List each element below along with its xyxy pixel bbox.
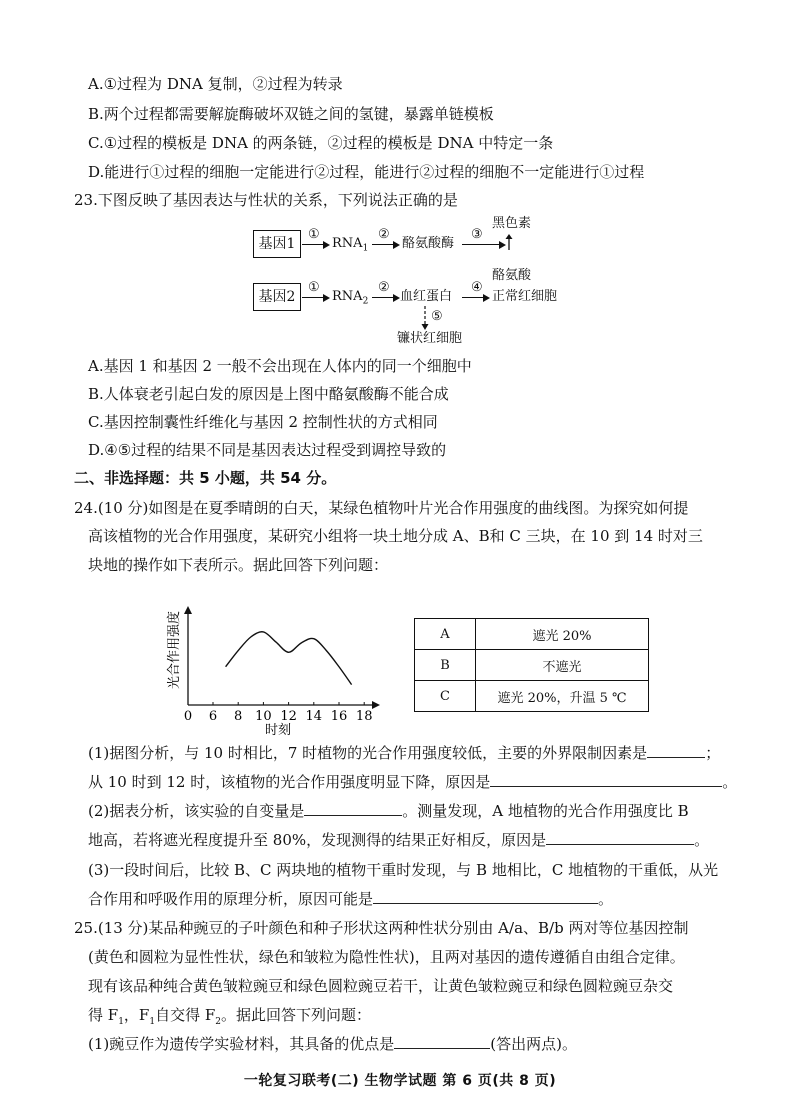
tyrosine-label: 酪氨酸 bbox=[492, 268, 532, 283]
answer-blank[interactable] bbox=[304, 801, 402, 816]
x-tick-label: 14 bbox=[305, 709, 323, 724]
section-heading: 二、非选择题：共 5 小题，共 54 分。 bbox=[74, 469, 337, 487]
rna1-label: $RNA_1$ bbox=[332, 236, 369, 254]
x-tick-label: 16 bbox=[330, 709, 348, 724]
sickle-rbc-label: 镰状红细胞 bbox=[397, 331, 463, 346]
arrow-rna2-hemoglobin bbox=[372, 297, 398, 298]
dashed-arrow-down-icon bbox=[421, 306, 429, 330]
operation-cell: 不遮光 bbox=[476, 650, 649, 681]
table-row bbox=[415, 619, 649, 650]
q25-line3: 现有该品种纯合黄色皱粒豌豆和绿色圆粒豌豆若干，让黄色皱粒豌豆和绿色圆粒豌豆杂交 bbox=[88, 977, 674, 995]
answer-blank[interactable] bbox=[394, 1034, 490, 1049]
table-row bbox=[415, 681, 649, 712]
gene2-box: 基因2 bbox=[253, 283, 301, 311]
melanin-label: 黑色素 bbox=[492, 216, 532, 231]
x-tick-label: 12 bbox=[280, 709, 297, 724]
q24-stem-line1: 24.(10 分)如图是在夏季晴朗的白天，某绿色植物叶片光合作用强度的曲线图。为探究如何提 bbox=[74, 499, 689, 517]
operation-cell: 遮光 20% bbox=[476, 619, 649, 650]
step4-label: ④ bbox=[471, 280, 483, 295]
q23-option-a: A.基因 1 和基因 2 一般不会出现在人体内的同一个细胞中 bbox=[88, 357, 472, 375]
x-tick-label: 6 bbox=[208, 709, 218, 724]
operation-cell: 遮光 20%，升温 5 ℃ bbox=[476, 681, 649, 712]
plot-cell: A bbox=[415, 619, 476, 650]
x-axis-arrowhead bbox=[372, 701, 380, 709]
arrow-gene1-rna1 bbox=[302, 244, 328, 245]
chart-x-label: 时刻 bbox=[264, 723, 292, 738]
step2b-label: ② bbox=[378, 280, 390, 295]
answer-blank[interactable] bbox=[373, 889, 598, 904]
answer-blank[interactable] bbox=[546, 830, 694, 845]
rna2-label: $RNA_2$ bbox=[332, 289, 369, 307]
q24-p2-line2: 地高，若将遮光程度提升至 80%，发现测得的结果正好相反，原因是 。 bbox=[88, 831, 710, 849]
arrow-gene2-rna2 bbox=[302, 297, 328, 298]
q22-option-d: D.能进行①过程的细胞一定能进行②过程，能进行②过程的细胞不一定能进行①过程 bbox=[88, 163, 645, 181]
arrow-to-melanin bbox=[462, 244, 504, 245]
hemoglobin-label: 血红蛋白 bbox=[400, 289, 453, 304]
arrow-rna1-tyrosinase bbox=[372, 244, 398, 245]
gene1-box: 基因1 bbox=[253, 230, 301, 258]
q25-line2: (黄色和圆粒为显性性状，绿色和皱粒为隐性性状)，且两对基因的遗传遵循自由组合定律。 bbox=[88, 948, 685, 966]
x-tick-label: 8 bbox=[234, 709, 243, 724]
q23-option-b: B.人体衰老引起白发的原因是上图中酪氨酸酶不能合成 bbox=[88, 385, 449, 403]
table-row bbox=[415, 650, 649, 681]
q22-option-a: A.①过程为 DNA 复制，②过程为转录 bbox=[88, 75, 343, 93]
step3-label: ③ bbox=[471, 227, 483, 242]
arrow-up-icon bbox=[505, 234, 513, 250]
operations-table bbox=[414, 618, 649, 712]
step5-label: ⑤ bbox=[431, 309, 443, 324]
x-tick-label: 18 bbox=[355, 709, 373, 724]
plot-cell: B bbox=[415, 650, 476, 681]
q22-option-c: C.①过程的模板是 DNA 的两条链，②过程的模板是 DNA 中特定一条 bbox=[88, 134, 554, 152]
answer-blank[interactable] bbox=[647, 743, 705, 758]
x-tick-label: 0 bbox=[183, 709, 193, 724]
q24-p2-line1: (2)据表分析，该实验的自变量是 。测量发现，A 地植物的光合作用强度比 B bbox=[88, 802, 689, 820]
page-footer: 一轮复习联考(二) 生物学试题 第 6 页(共 8 页) bbox=[243, 1073, 557, 1089]
series-line bbox=[226, 632, 352, 685]
q24-p1-line1: (1)据图分析，与 10 时相比，7 时植物的光合作用强度较低，主要的外界限制因素是 ； bbox=[88, 744, 721, 762]
plot-cell: C bbox=[415, 681, 476, 712]
photosynthesis-chart bbox=[150, 600, 385, 740]
q25-p1: (1)豌豆作为遗传学实验材料，其具备的优点是 (答出两点)。 bbox=[88, 1035, 577, 1053]
x-tick-label: 10 bbox=[255, 709, 272, 724]
q24-p1-line2: 从 10 时到 12 时，该植物的光合作用强度明显下降，原因是 。 bbox=[88, 773, 738, 791]
step2-label: ② bbox=[378, 227, 390, 242]
q24-p3-line2: 合作用和呼吸作用的原理分析，原因可能是 。 bbox=[88, 890, 614, 908]
chart-y-label: 光合作用强度 bbox=[167, 610, 182, 690]
q24-stem-line2: 高该植物的光合作用强度，某研究小组将一块土地分成 A、B和 C 三块，在 10 到 14 时对三 bbox=[88, 527, 703, 545]
step1b-label: ① bbox=[308, 280, 320, 295]
q23-option-d: D.④⑤过程的结果不同是基因表达过程受到调控导致的 bbox=[88, 441, 447, 459]
q25-line1: 25.(13 分)某品种豌豆的子叶颜色和种子形状这两种性状分别由 A/a、B/b 两对等位基因控制 bbox=[74, 919, 689, 937]
q24-p3-line1: (3)一段时间后，比较 B、C 两块地的植物干重时发现，与 B 地相比，C 地植物的干重低，从光 bbox=[88, 861, 719, 879]
q22-option-b: B.两个过程都需要解旋酶破坏双链之间的氢键，暴露单链模板 bbox=[88, 105, 494, 123]
tyrosinase-label: 酪氨酸酶 bbox=[402, 236, 455, 251]
q23-stem: 23.下图反映了基因表达与性状的关系，下列说法正确的是 bbox=[74, 191, 458, 209]
y-axis-arrowhead bbox=[184, 606, 192, 614]
q24-stem-line3: 块地的操作如下表所示。据此回答下列问题： bbox=[88, 556, 389, 574]
step1-label: ① bbox=[308, 227, 320, 242]
q23-option-c: C.基因控制囊性纤维化与基因 2 控制性状的方式相同 bbox=[88, 413, 438, 431]
normal-rbc-label: 正常红细胞 bbox=[492, 289, 558, 304]
q25-line4: 得 $F_1$，$F_1$自交得 $F_2$。据此回答下列问题： bbox=[88, 1006, 372, 1027]
arrow-to-normal-rbc bbox=[462, 297, 488, 298]
answer-blank[interactable] bbox=[490, 772, 722, 787]
